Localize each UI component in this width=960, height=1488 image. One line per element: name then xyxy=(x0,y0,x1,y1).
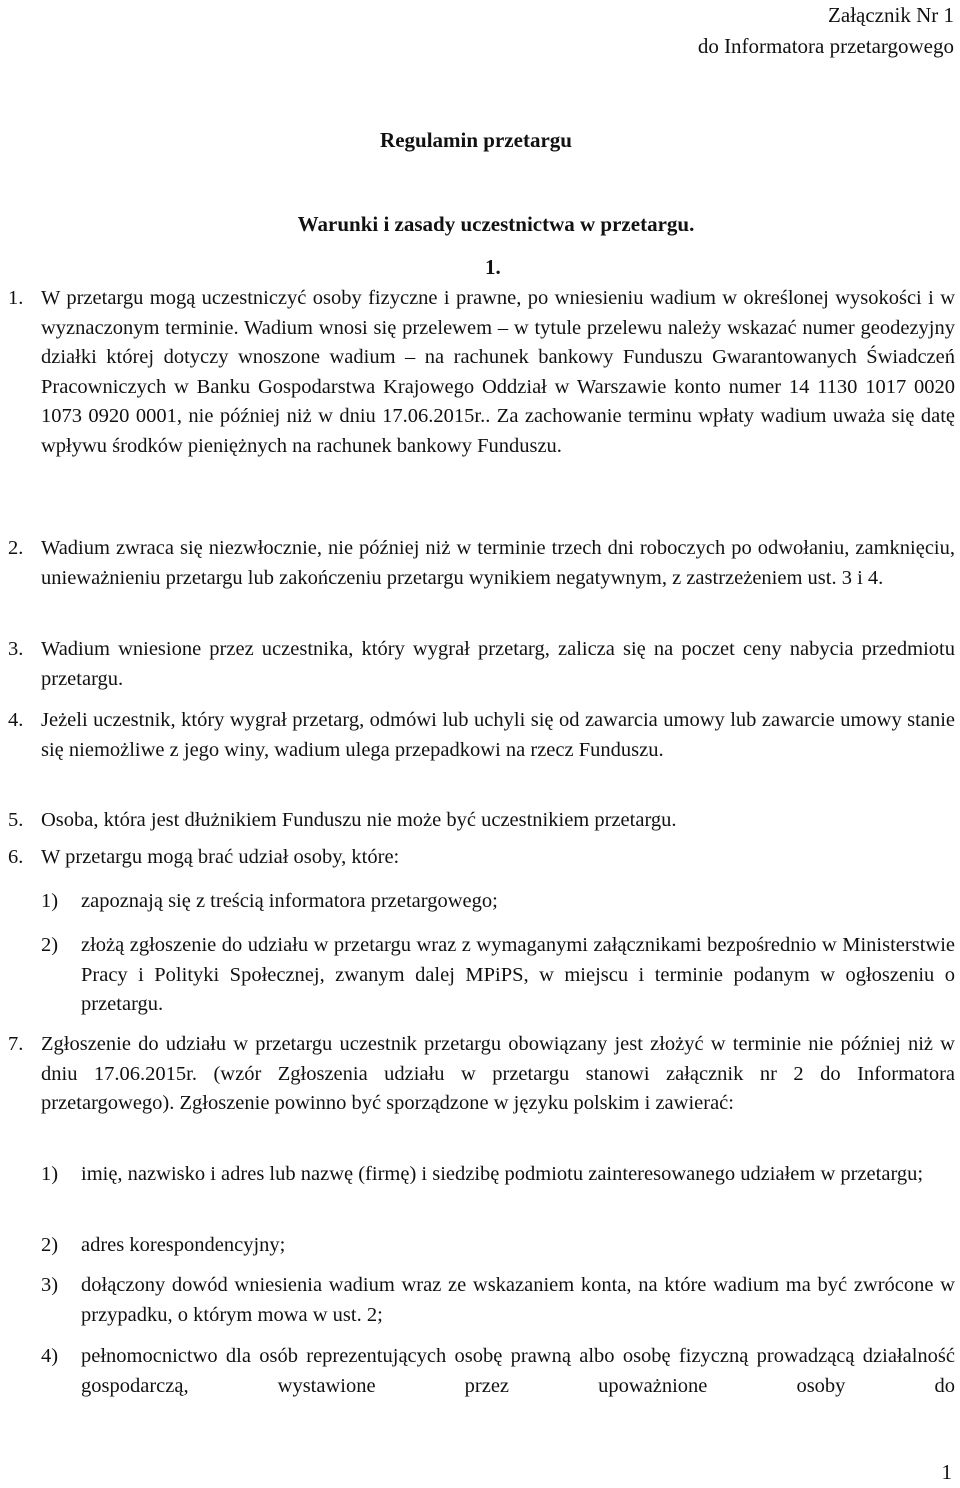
list-item xyxy=(8,635,955,694)
item-text: Osoba, która jest dłużnikiem Funduszu nie może być uczestnikiem przetargu. xyxy=(41,809,677,831)
subitem-number: 3) xyxy=(41,1274,59,1296)
item-number: 2. xyxy=(8,537,24,559)
sub-list-item xyxy=(41,1231,955,1261)
subitem-number: 2) xyxy=(41,934,59,956)
item-text: Wadium zwraca się niezwłocznie, nie później niż w terminie trzech dni roboczych po odwołaniu, zamknięciu, unieważnieniu przetargu lub zakończeniu przetargu wynikiem negatywnym, z zastrzeżeniem ust. 3 i 4. xyxy=(41,537,955,589)
item-number: 6. xyxy=(8,846,24,868)
page-number: 1 xyxy=(941,1460,952,1484)
sub-list-item xyxy=(41,1271,955,1330)
sub-list-item xyxy=(41,1342,955,1401)
list-item xyxy=(8,284,955,462)
list-item xyxy=(8,843,955,873)
item-text: W przetargu mogą uczestniczyć osoby fizyczne i prawne, po wniesieniu wadium w określonej wysokości i w wyznaczonym terminie. Wadium wnosi się przelewem – w tytule przelewu należy wskazać numer geodezyjny działki której dotyczy wnoszone wadium – na rachunek bankowy Funduszu Gwarantowanych Świadczeń Pracowniczych w Banku Gospodarstwa Krajowego Oddział w Warszawie konto numer 14 1130 1017 0020 1073 0920 0001, nie później niż w dniu 17.06.2015r.. Za zachowanie terminu wpłaty wadium uważa się datę wpływu środków pieniężnych na rachunek bankowy Funduszu. xyxy=(41,287,955,457)
item-text: Jeżeli uczestnik, który wygrał przetarg, odmówi lub uchyli się od zawarcia umowy lub zawarcie umowy stanie się niemożliwe z jego winy, wadium ulega przepadkowi na rzecz Funduszu. xyxy=(41,709,955,761)
list-item xyxy=(8,534,955,593)
section-number: 1. xyxy=(485,255,501,279)
item-number: 4. xyxy=(8,709,24,731)
attachment-header xyxy=(698,0,954,62)
item-number: 3. xyxy=(8,638,24,660)
document-title: Regulamin przetargu xyxy=(380,128,572,152)
attachment-reference: do Informatora przetargowego xyxy=(697,34,954,58)
list-item xyxy=(8,806,955,836)
subitem-text: imię, nazwisko i adres lub nazwę (firmę) i siedzibę podmiotu zainteresowanego udziałem w przetargu; xyxy=(81,1163,924,1185)
document-subtitle: Warunki i zasady uczestnictwa w przetargu. xyxy=(297,212,695,236)
attachment-label: Załącznik Nr 1 xyxy=(828,3,954,27)
subitem-text: złożą zgłoszenie do udziału w przetargu wraz z wymaganymi załącznikami bezpośrednio w Ministerstwie Pracy i Polityki Społecznej, zwanym dalej MPiPS, w miejscu i terminie podanym w ogłoszeniu o przetargu. xyxy=(81,934,955,1016)
subitem-number: 4) xyxy=(41,1345,59,1367)
sub-list-item xyxy=(41,1160,955,1190)
subitem-number: 2) xyxy=(41,1234,59,1256)
subitem-number: 1) xyxy=(41,890,59,912)
item-number: 5. xyxy=(8,809,24,831)
item-text: Zgłoszenie do udziału w przetargu uczestnik przetargu obowiązany jest złożyć w terminie nie później niż w dniu 17.06.2015r. (wzór Zgłoszenia udziału w przetargu stanowi załącznik nr 2 do Informatora przetargowego). Zgłoszenie powinno być sporządzone w języku polskim i zawierać: xyxy=(41,1033,955,1115)
sub-list-item xyxy=(41,887,955,917)
item-number: 7. xyxy=(8,1033,24,1055)
list-item xyxy=(8,706,955,765)
subitem-number: 1) xyxy=(41,1163,59,1185)
subitem-text: adres korespondencyjny; xyxy=(81,1234,286,1256)
list-item xyxy=(8,1030,955,1119)
subitem-text: zapoznają się z treścią informatora przetargowego; xyxy=(81,890,498,912)
subitem-text: pełnomocnictwo dla osób reprezentujących osobę prawną albo osobę fizyczną prowadzącą działalność gospodarczą, wystawione przez upoważnione osoby do xyxy=(81,1345,955,1397)
sub-list-item xyxy=(41,931,955,1020)
subitem-text: dołączony dowód wniesienia wadium wraz ze wskazaniem konta, na które wadium ma być zwrócone w przypadku, o którym mowa w ust. 2; xyxy=(81,1274,955,1326)
item-text: W przetargu mogą brać udział osoby, które: xyxy=(41,846,400,868)
item-text: Wadium wniesione przez uczestnika, który wygrał przetarg, zalicza się na poczet ceny nabycia przedmiotu przetargu. xyxy=(41,638,955,690)
item-number: 1. xyxy=(8,287,24,309)
